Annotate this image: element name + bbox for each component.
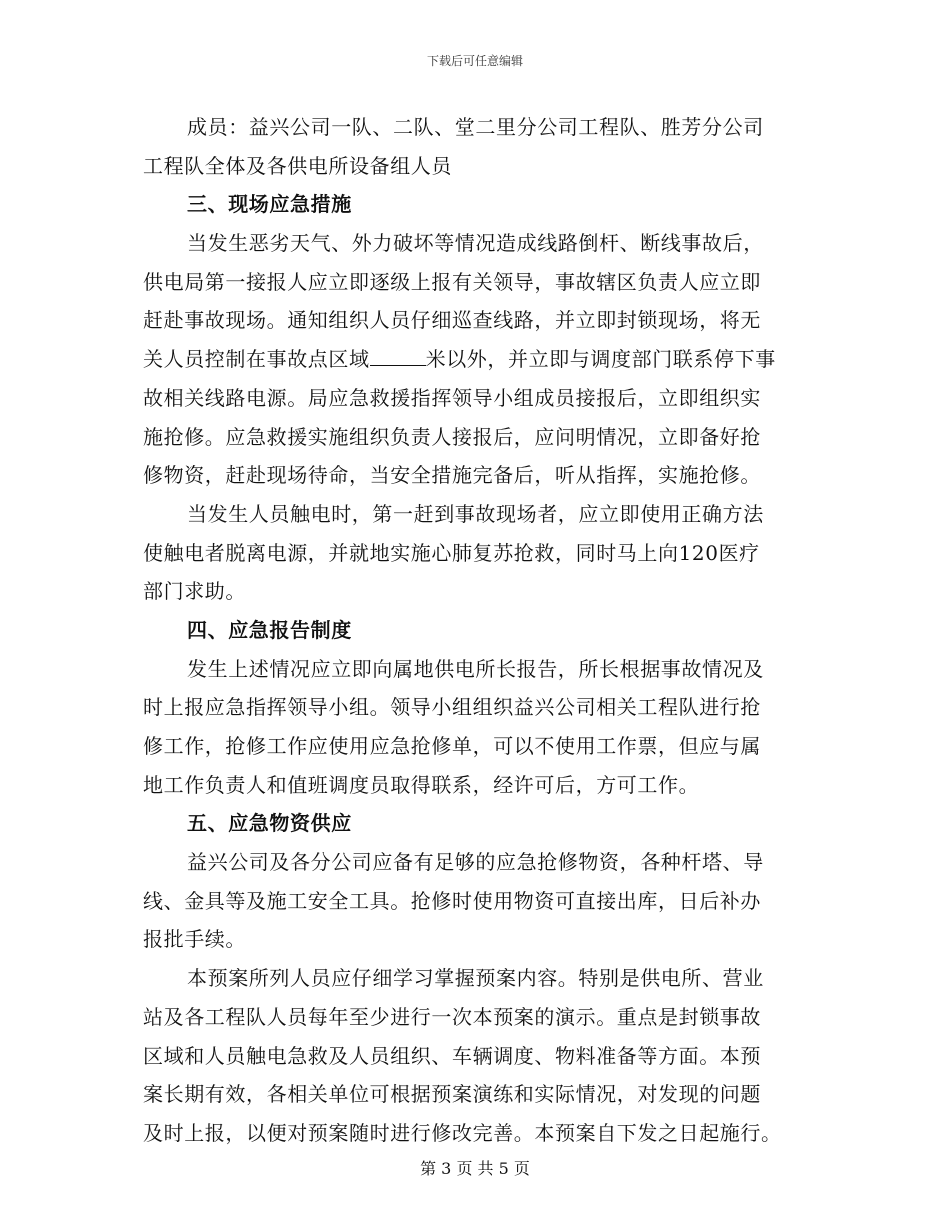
paragraph-text: 关人员控制在事故点区域 bbox=[143, 347, 370, 372]
paragraph-line: 地工作负责人和值班调度员取得联系，经许可后，方可工作。 bbox=[143, 772, 700, 797]
paragraph-line: 使触电者脱离电源，并就地实施心肺复苏抢救，同时马上向120医疗 bbox=[143, 540, 760, 565]
paragraph-line: 区域和人员触电急救及人员组织、车辆调度、物料准备等方面。本预 bbox=[143, 1043, 761, 1068]
paragraph-line: 案长期有效，各相关单位可根据预案演练和实际情况，对发现的问题 bbox=[143, 1082, 761, 1107]
paragraph-line: 益兴公司及各分公司应备有足够的应急抢修物资，各种杆塔、导 bbox=[187, 850, 764, 875]
paragraph-line: 本预案所列人员应仔细学习掌握预案内容。特别是供电所、营业 bbox=[187, 966, 764, 991]
paragraph-line: 施抢修。应急救援实施组织负责人接报后，应问明情况，立即备好抢 bbox=[143, 424, 761, 449]
document-body bbox=[143, 108, 807, 1153]
paragraph-text: 米以外，并立即与调度部门联系停下事 bbox=[425, 347, 776, 372]
paragraph-line: 部门求助。 bbox=[143, 579, 246, 604]
paragraph-line: 当发生人员触电时，第一赶到事故现场者，应立即使用正确方法 bbox=[187, 501, 764, 526]
paragraph-line: 修物资，赶赴现场待命，当安全措施完备后，听从指挥，实施抢修。 bbox=[143, 463, 761, 488]
section-heading-3: 三、现场应急措施 bbox=[187, 192, 352, 217]
section-heading-5: 五、应急物资供应 bbox=[187, 811, 352, 836]
members-line-cont: 工程队全体及各供电所设备组人员 bbox=[143, 153, 452, 178]
paragraph-line: 供电局第一接报人应立即逐级上报有关领导，事故辖区负责人应立即 bbox=[143, 269, 761, 294]
page-number: 第 3 页 共 5 页 bbox=[420, 1159, 530, 1178]
paragraph-line: 线、金具等及施工安全工具。抢修时使用物资可直接出库，日后补办 bbox=[143, 888, 761, 913]
page-header: 下载后可任意编辑 bbox=[426, 54, 523, 68]
paragraph-line: 修工作，抢修工作应使用应急抢修单，可以不使用工作票，但应与属 bbox=[143, 734, 761, 758]
paragraph-line: 站及各工程队人员每年至少进行一次本预案的演示。重点是封锁事故 bbox=[143, 1004, 761, 1029]
section-heading-4: 四、应急报告制度 bbox=[187, 617, 352, 642]
fill-in-blank bbox=[370, 343, 426, 366]
paragraph-line: 时上报应急指挥领导小组。领导小组组织益兴公司相关工程队进行抢 bbox=[143, 695, 761, 720]
paragraph-line bbox=[143, 340, 807, 379]
paragraph-line: 故相关线路电源。局应急救援指挥领导小组成员接报后，立即组织实 bbox=[143, 385, 761, 410]
paragraph-line: 当发生恶劣天气、外力破坏等情况造成线路倒杆、断线事故后， bbox=[187, 231, 764, 256]
paragraph-line: 赶赴事故现场。通知组织人员仔细巡查线路，并立即封锁现场，将无 bbox=[143, 308, 761, 333]
members-line: 成员：益兴公司一队、二队、堂二里分公司工程队、胜芳分公司 bbox=[187, 115, 764, 139]
paragraph-line: 发生上述情况应立即向属地供电所长报告，所长根据事故情况及 bbox=[187, 656, 764, 681]
paragraph-line: 及时上报，以便对预案随时进行修改完善。本预案自下发之日起施行。 bbox=[143, 1120, 782, 1145]
paragraph-line: 报批手续。 bbox=[143, 927, 246, 952]
